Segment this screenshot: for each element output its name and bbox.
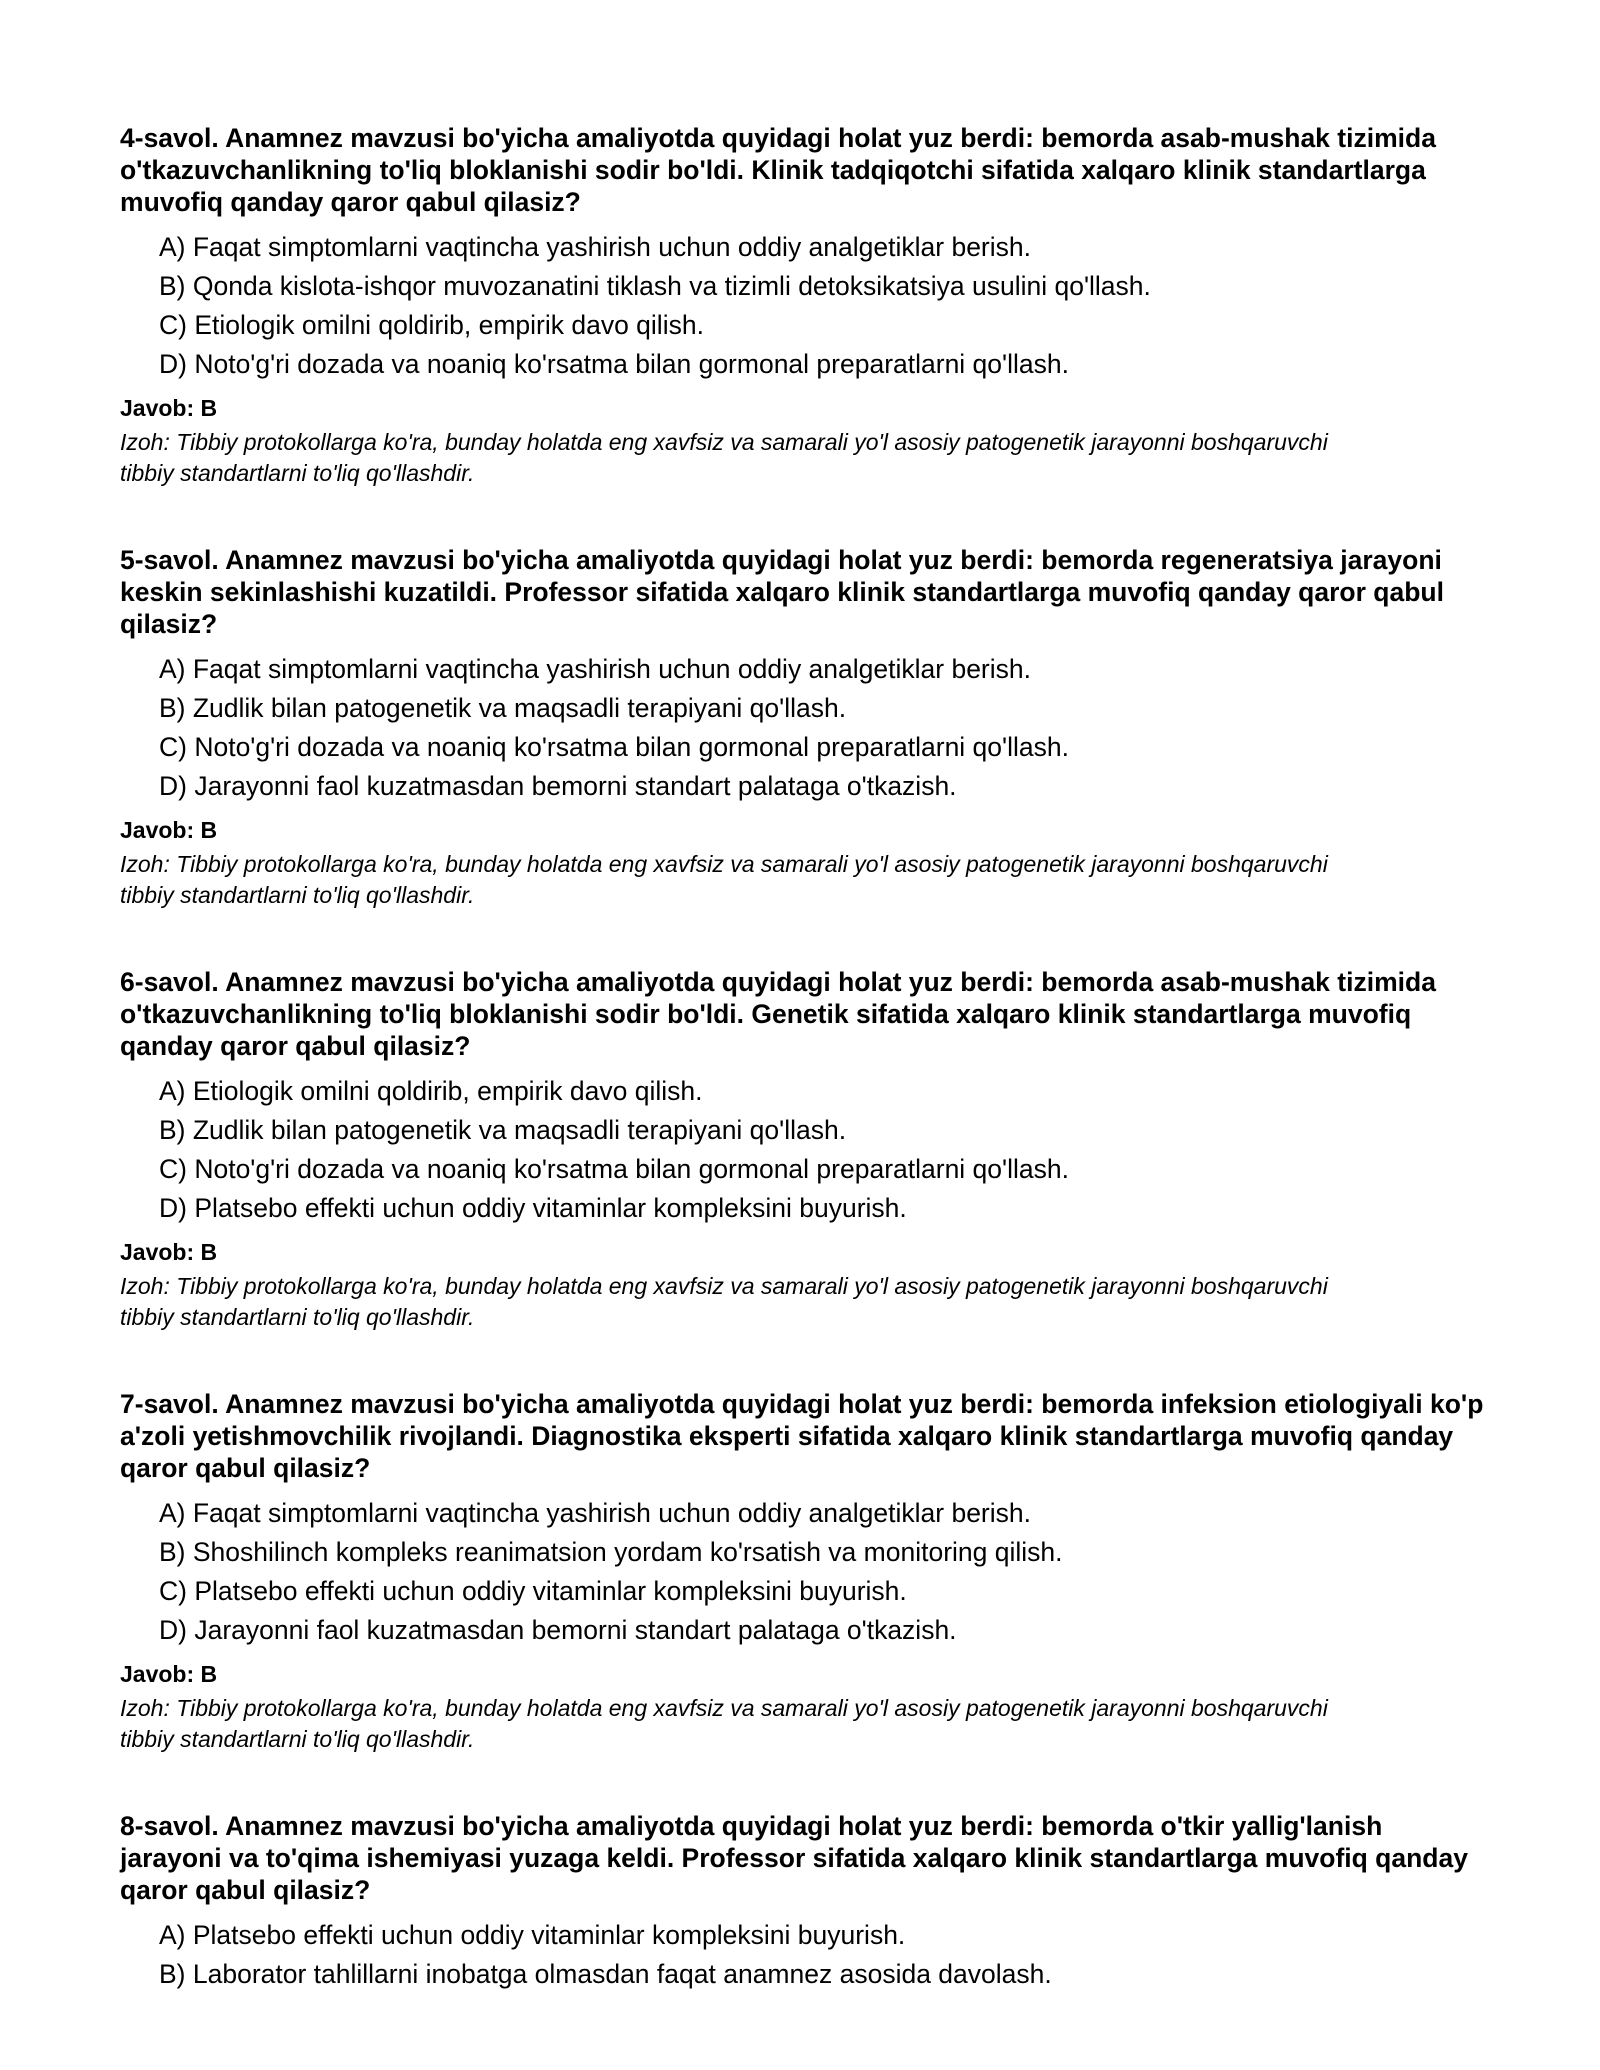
answer-label: Javob: B xyxy=(120,1239,218,1265)
option-c: C) Noto'g'ri dozada va noaniq ko'rsatma bilan gormonal preparatlarni qo'llash. xyxy=(159,732,1069,762)
option-b: B) Shoshilinch kompleks reanimatsion yordam ko'rsatish va monitoring qilish. xyxy=(159,1537,1063,1567)
answer-label: Javob: B xyxy=(120,395,218,421)
option-d: D) Jarayonni faol kuzatmasdan bemorni standart palataga o'tkazish. xyxy=(159,1615,957,1645)
option-list xyxy=(120,650,1500,806)
question-title: 6-savol. Anamnez mavzusi bo'yicha amaliyotda quyidagi holat yuz berdi: bemorda asab-mushak tizimida o'tkazuvchanlikning to'liq bloklanishi sodir bo'ldi. Genetik sifatida xalqaro klinik standartlarga muvofiq qanday qaror qabul qilasiz? xyxy=(120,967,1436,1061)
question-title: 7-savol. Anamnez mavzusi bo'yicha amaliyotda quyidagi holat yuz berdi: bemorda infeksion etiologiyali ko'p a'zoli yetishmovchilik rivojlandi. Diagnostika eksperti sifatida xalqaro klinik standartlarga muvofiq qanday qaror qabul qilasiz? xyxy=(120,1389,1484,1483)
option-b: B) Zudlik bilan patogenetik va maqsadli terapiyani qo'llash. xyxy=(159,693,847,723)
explanation-note: Izoh: Tibbiy protokollarga ko'ra, bunday holatda eng xavfsiz va samarali yo'l asosiy patogenetik jarayonni boshqaruvchi tibbiy standartlarni to'liq qo'llashdir. xyxy=(120,1695,1328,1752)
question-block-6 xyxy=(120,966,1500,1333)
question-block-4 xyxy=(120,122,1500,489)
option-d: D) Platsebo effekti uchun oddiy vitaminlar kompleksini buyurish. xyxy=(159,1193,907,1223)
explanation-note: Izoh: Tibbiy protokollarga ko'ra, bunday holatda eng xavfsiz va samarali yo'l asosiy patogenetik jarayonni boshqaruvchi tibbiy standartlarni to'liq qo'llashdir. xyxy=(120,429,1328,486)
question-title: 5-savol. Anamnez mavzusi bo'yicha amaliyotda quyidagi holat yuz berdi: bemorda regeneratsiya jarayoni keskin sekinlashishi kuzatildi. Professor sifatida xalqaro klinik standartlarga muvofiq qanday qaror qabul qilasiz? xyxy=(120,545,1444,639)
question-block-7 xyxy=(120,1388,1500,1755)
explanation-note: Izoh: Tibbiy protokollarga ko'ra, bunday holatda eng xavfsiz va samarali yo'l asosiy patogenetik jarayonni boshqaruvchi tibbiy standartlarni to'liq qo'llashdir. xyxy=(120,1273,1328,1330)
option-b: B) Laborator tahlillarni inobatga olmasdan faqat anamnez asosida davolash. xyxy=(159,1959,1052,1989)
option-list xyxy=(120,1494,1500,1650)
question-block-8 xyxy=(120,1810,1500,1994)
question-title: 8-savol. Anamnez mavzusi bo'yicha amaliyotda quyidagi holat yuz berdi: bemorda o'tkir yallig'lanish jarayoni va to'qima ishemiyasi yuzaga keldi. Professor sifatida xalqaro klinik standartlarga muvofiq qanday qaror qabul qilasiz? xyxy=(120,1811,1468,1905)
option-a: A) Etiologik omilni qoldirib, empirik davo qilish. xyxy=(159,1076,703,1106)
option-a: A) Faqat simptomlarni vaqtincha yashirish uchun oddiy analgetiklar berish. xyxy=(159,1498,1031,1528)
document-page xyxy=(120,122,1500,2049)
option-list xyxy=(120,1072,1500,1228)
option-a: A) Faqat simptomlarni vaqtincha yashirish uchun oddiy analgetiklar berish. xyxy=(159,654,1031,684)
explanation-note: Izoh: Tibbiy protokollarga ko'ra, bunday holatda eng xavfsiz va samarali yo'l asosiy patogenetik jarayonni boshqaruvchi tibbiy standartlarni to'liq qo'llashdir. xyxy=(120,851,1328,908)
option-a: A) Faqat simptomlarni vaqtincha yashirish uchun oddiy analgetiklar berish. xyxy=(159,232,1031,262)
answer-label: Javob: B xyxy=(120,1661,218,1687)
option-a: A) Platsebo effekti uchun oddiy vitaminlar kompleksini buyurish. xyxy=(159,1920,906,1950)
option-list xyxy=(120,1916,1500,1994)
option-b: B) Zudlik bilan patogenetik va maqsadli terapiyani qo'llash. xyxy=(159,1115,847,1145)
option-c: C) Platsebo effekti uchun oddiy vitaminlar kompleksini buyurish. xyxy=(159,1576,907,1606)
answer-label: Javob: B xyxy=(120,817,218,843)
question-title: 4-savol. Anamnez mavzusi bo'yicha amaliyotda quyidagi holat yuz berdi: bemorda asab-mushak tizimida o'tkazuvchanlikning to'liq bloklanishi sodir bo'ldi. Klinik tadqiqotchi sifatida xalqaro klinik standartlarga muvofiq qanday qaror qabul qilasiz? xyxy=(120,123,1436,217)
option-d: D) Jarayonni faol kuzatmasdan bemorni standart palataga o'tkazish. xyxy=(159,771,957,801)
option-c: C) Etiologik omilni qoldirib, empirik davo qilish. xyxy=(159,310,704,340)
option-list xyxy=(120,228,1500,384)
question-block-5 xyxy=(120,544,1500,911)
option-b: B) Qonda kislota-ishqor muvozanatini tiklash va tizimli detoksikatsiya usulini qo'llash. xyxy=(159,271,1151,301)
option-d: D) Noto'g'ri dozada va noaniq ko'rsatma bilan gormonal preparatlarni qo'llash. xyxy=(159,349,1069,379)
option-c: C) Noto'g'ri dozada va noaniq ko'rsatma bilan gormonal preparatlarni qo'llash. xyxy=(159,1154,1069,1184)
